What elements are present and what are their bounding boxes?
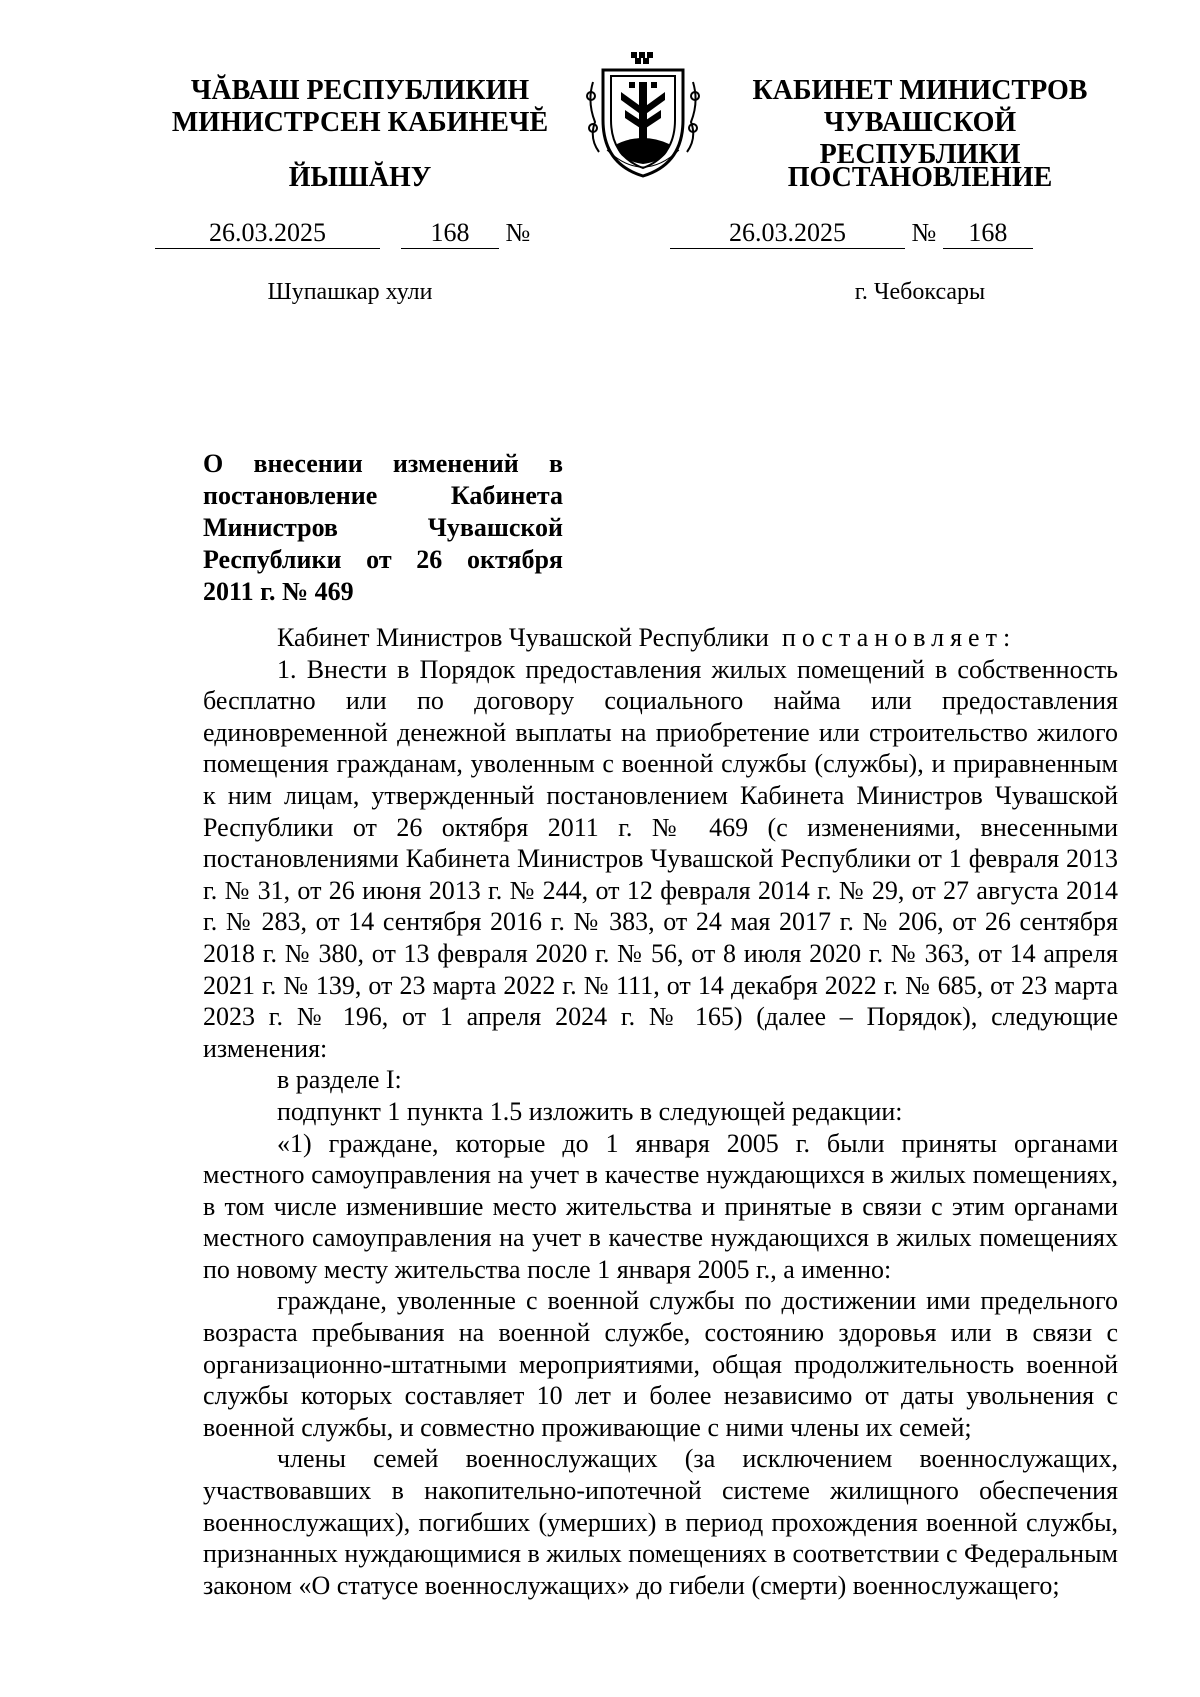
header-right-title [720, 75, 1120, 171]
document-body [203, 622, 1118, 1601]
right-date: 26.03.2025 [670, 218, 905, 249]
left-date: 26.03.2025 [155, 218, 380, 249]
left-city: Шупашкар хули [267, 279, 433, 305]
intro-verb: постановляет: [781, 623, 1017, 652]
header-right-line2: ЧУВАШСКОЙ РЕСПУБЛИКИ [819, 107, 1021, 170]
left-date-line [155, 218, 530, 249]
intro-paragraph [203, 622, 1118, 654]
paragraph-6: члены семей военнослужащих (за исключением военнослужащих, участвовавших в накопительно-ипотечной системе жилищного обеспечения военнослужащих), погибших (умерших) в период прохождения военной службы, признанных нуждающимися в жилых помещениях в соответствии с Федеральным законом «О статусе военнослужащих» до гибели (смерти) военнослужащего; [203, 1444, 1118, 1600]
paragraph-3: подпункт 1 пункта 1.5 изложить в следующей редакции: [277, 1096, 903, 1126]
right-city: г. Чебоксары [854, 279, 986, 305]
right-date-line [670, 218, 1033, 249]
crown-icon [631, 52, 653, 64]
right-doc-type: ПОСТАНОВЛЕНИЕ [787, 162, 1053, 193]
left-number-sign: № [505, 218, 531, 247]
paragraph-2: в разделе I: [277, 1065, 402, 1095]
header-left-line2: МИНИСТРСЕН КАБИНЕЧĔ [171, 107, 549, 138]
intro-text: Кабинет Министров Чувашской Республики [277, 623, 769, 652]
header-right-line1: КАБИНЕТ МИНИСТРОВ [752, 75, 1088, 106]
left-doc-type: ЙЫШĂНУ [288, 162, 432, 193]
paragraph-1: 1. Внести в Порядок предоставления жилых помещений в собственность бесплатно или по договору социального найма или предоставления единовременной денежной выплаты на приобретение или строительство жилого помещения гражданам, уволенным с военной службы (службы), и приравненным к ним лицам, утвержденный постановлением Кабинета Министров Чувашской Республики от 26 октября 2011 г. № 469 (с изменениями, внесенными постановлениями Кабинета Министров Чувашской Республики от 1 февраля 2013 г. № 31, от 26 июня 2013 г. № 244, от 12 февраля 2014 г. № 29, от 27 августа 2014 г. № 283, от 14 сентября 2016 г. № 383, от 24 мая 2017 г. № 206, от 26 сентября 2018 г. № 380, от 13 февраля 2020 г. № 56, от 8 июля 2020 г. № 363, от 14 апреля 2021 г. № 139, от 23 марта 2022 г. № 111, от 14 декабря 2022 г. № 685, от 23 марта 2023 г. № 196, от 1 апреля 2024 г. № 165) (далее – Порядок), следующие изменения: [203, 654, 1118, 1063]
header-left-title [140, 75, 580, 139]
paragraph-4: «1) граждане, которые до 1 января 2005 г. были приняты органами местного самоуправления на учет в качестве нуждающихся в жилых помещениях, в том числе изменившие место жительства и принятые в связи с этим органами местного самоуправления на учет в качестве нуждающихся в жилых помещениях по новому месту жительства после 1 января 2005 г., а именно: [203, 1128, 1118, 1284]
document-subject: О внесении изменений в постановление Кабинета Министров Чувашской Республики от 26 октября 2011 г. № 469 [203, 449, 563, 606]
right-number: 168 [943, 218, 1033, 249]
left-number: 168 [401, 218, 499, 249]
paragraph-5: граждане, уволенные с военной службы по достижении ими предельного возраста пребывания на военной службе, состоянию здоровья или в связи с организационно-штатными мероприятиями, общая продолжительность военной службы которых составляет 10 лет и более независимо от даты увольнения с военной службы, и совместно проживающие с ними члены их семей; [203, 1286, 1118, 1442]
header-left-line1: ЧĂВАШ РЕСПУБЛИКИН [190, 75, 530, 106]
chuvash-emblem-icon [573, 52, 713, 180]
right-number-sign: № [911, 218, 937, 247]
